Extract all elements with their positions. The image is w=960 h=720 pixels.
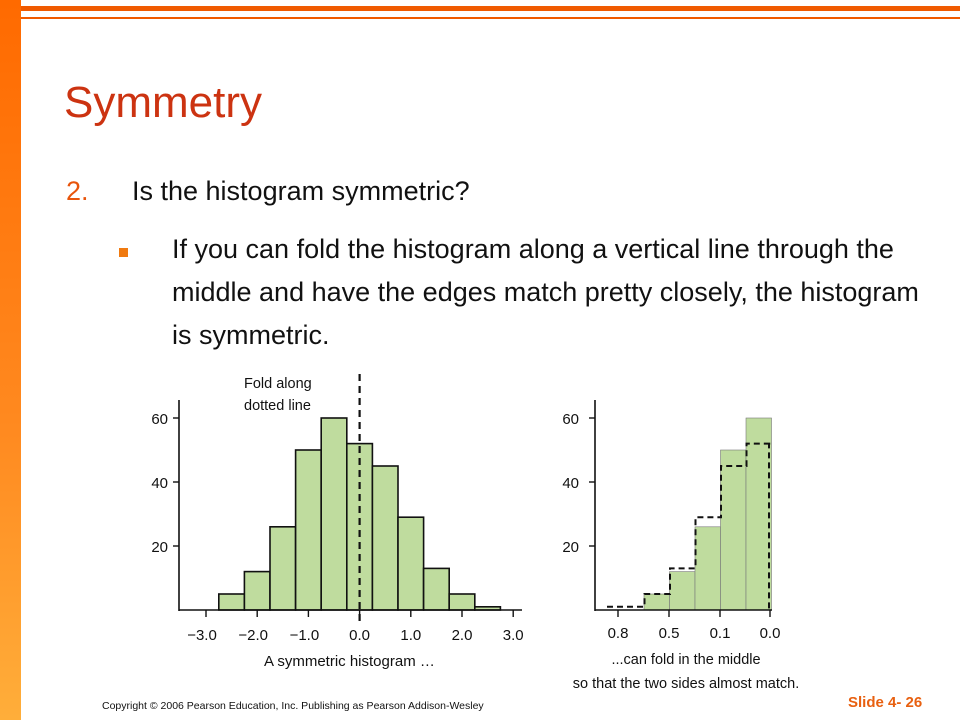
histogram-bar [644,594,670,610]
histogram-bar [746,418,772,610]
histogram-bar [347,444,373,610]
histogram-bar [296,450,322,610]
copyright-notice: Copyright © 2006 Pearson Education, Inc. Publishing as Pearson Addison-Wesley [102,700,484,712]
x-tick-label: −1.0 [289,627,320,644]
x-tick-label: −3.0 [187,627,217,644]
y-tick-label: 40 [151,475,168,492]
x-tick-label: 0.1 [709,625,731,642]
y-tick-label: 40 [562,475,579,492]
y-tick-label: 60 [562,411,579,428]
x-tick-label: 0.0 [349,627,371,644]
y-tick-label: 20 [151,539,168,556]
x-axis-caption-line1: ...can fold in the middle [611,652,761,668]
x-tick-label: −2.0 [238,627,269,644]
histogram-bar [244,572,270,610]
left-accent-bar [0,0,21,720]
histogram-bar [219,594,245,610]
fold-annotation-line2: dotted line [244,398,311,414]
symmetric-histogram-chart [140,366,530,670]
fold-annotation-line1: Fold along [244,376,312,392]
y-tick-label: 20 [562,539,579,556]
question-number: 2. [66,176,89,206]
top-rule-thick [21,6,960,11]
histogram-bar [695,527,721,610]
x-tick-label: 0.0 [759,625,781,642]
x-tick-label: 0.5 [658,625,680,642]
bullet-text: If you can fold the histogram along a vertical line through the middle and have the edges match pretty closely, the histogram is symmetric. [172,234,919,350]
y-tick-label: 60 [151,411,168,428]
x-tick-label: 0.8 [607,625,629,642]
histogram-bar [670,572,696,610]
histogram-bar [270,527,296,610]
x-axis-caption-line2: so that the two sides almost match. [572,676,800,690]
bullet-square-icon [119,248,128,257]
histogram-bar [372,466,398,610]
x-axis-caption: A symmetric histogram … [264,653,435,670]
top-rule-thin [21,17,960,19]
histogram-bar [321,418,347,610]
histogram-bar [449,594,475,610]
x-tick-label: 1.0 [400,627,422,644]
histogram-bar [398,517,424,610]
slide-title: Symmetry [64,78,262,127]
question-text: Is the histogram symmetric? [132,176,470,206]
slide-number: Slide 4- 26 [848,694,923,711]
x-tick-label: 3.0 [502,627,524,644]
histogram-bar [721,450,747,610]
folded-histogram-chart [550,390,820,690]
x-tick-label: 2.0 [451,627,473,644]
histogram-bar [424,568,450,610]
